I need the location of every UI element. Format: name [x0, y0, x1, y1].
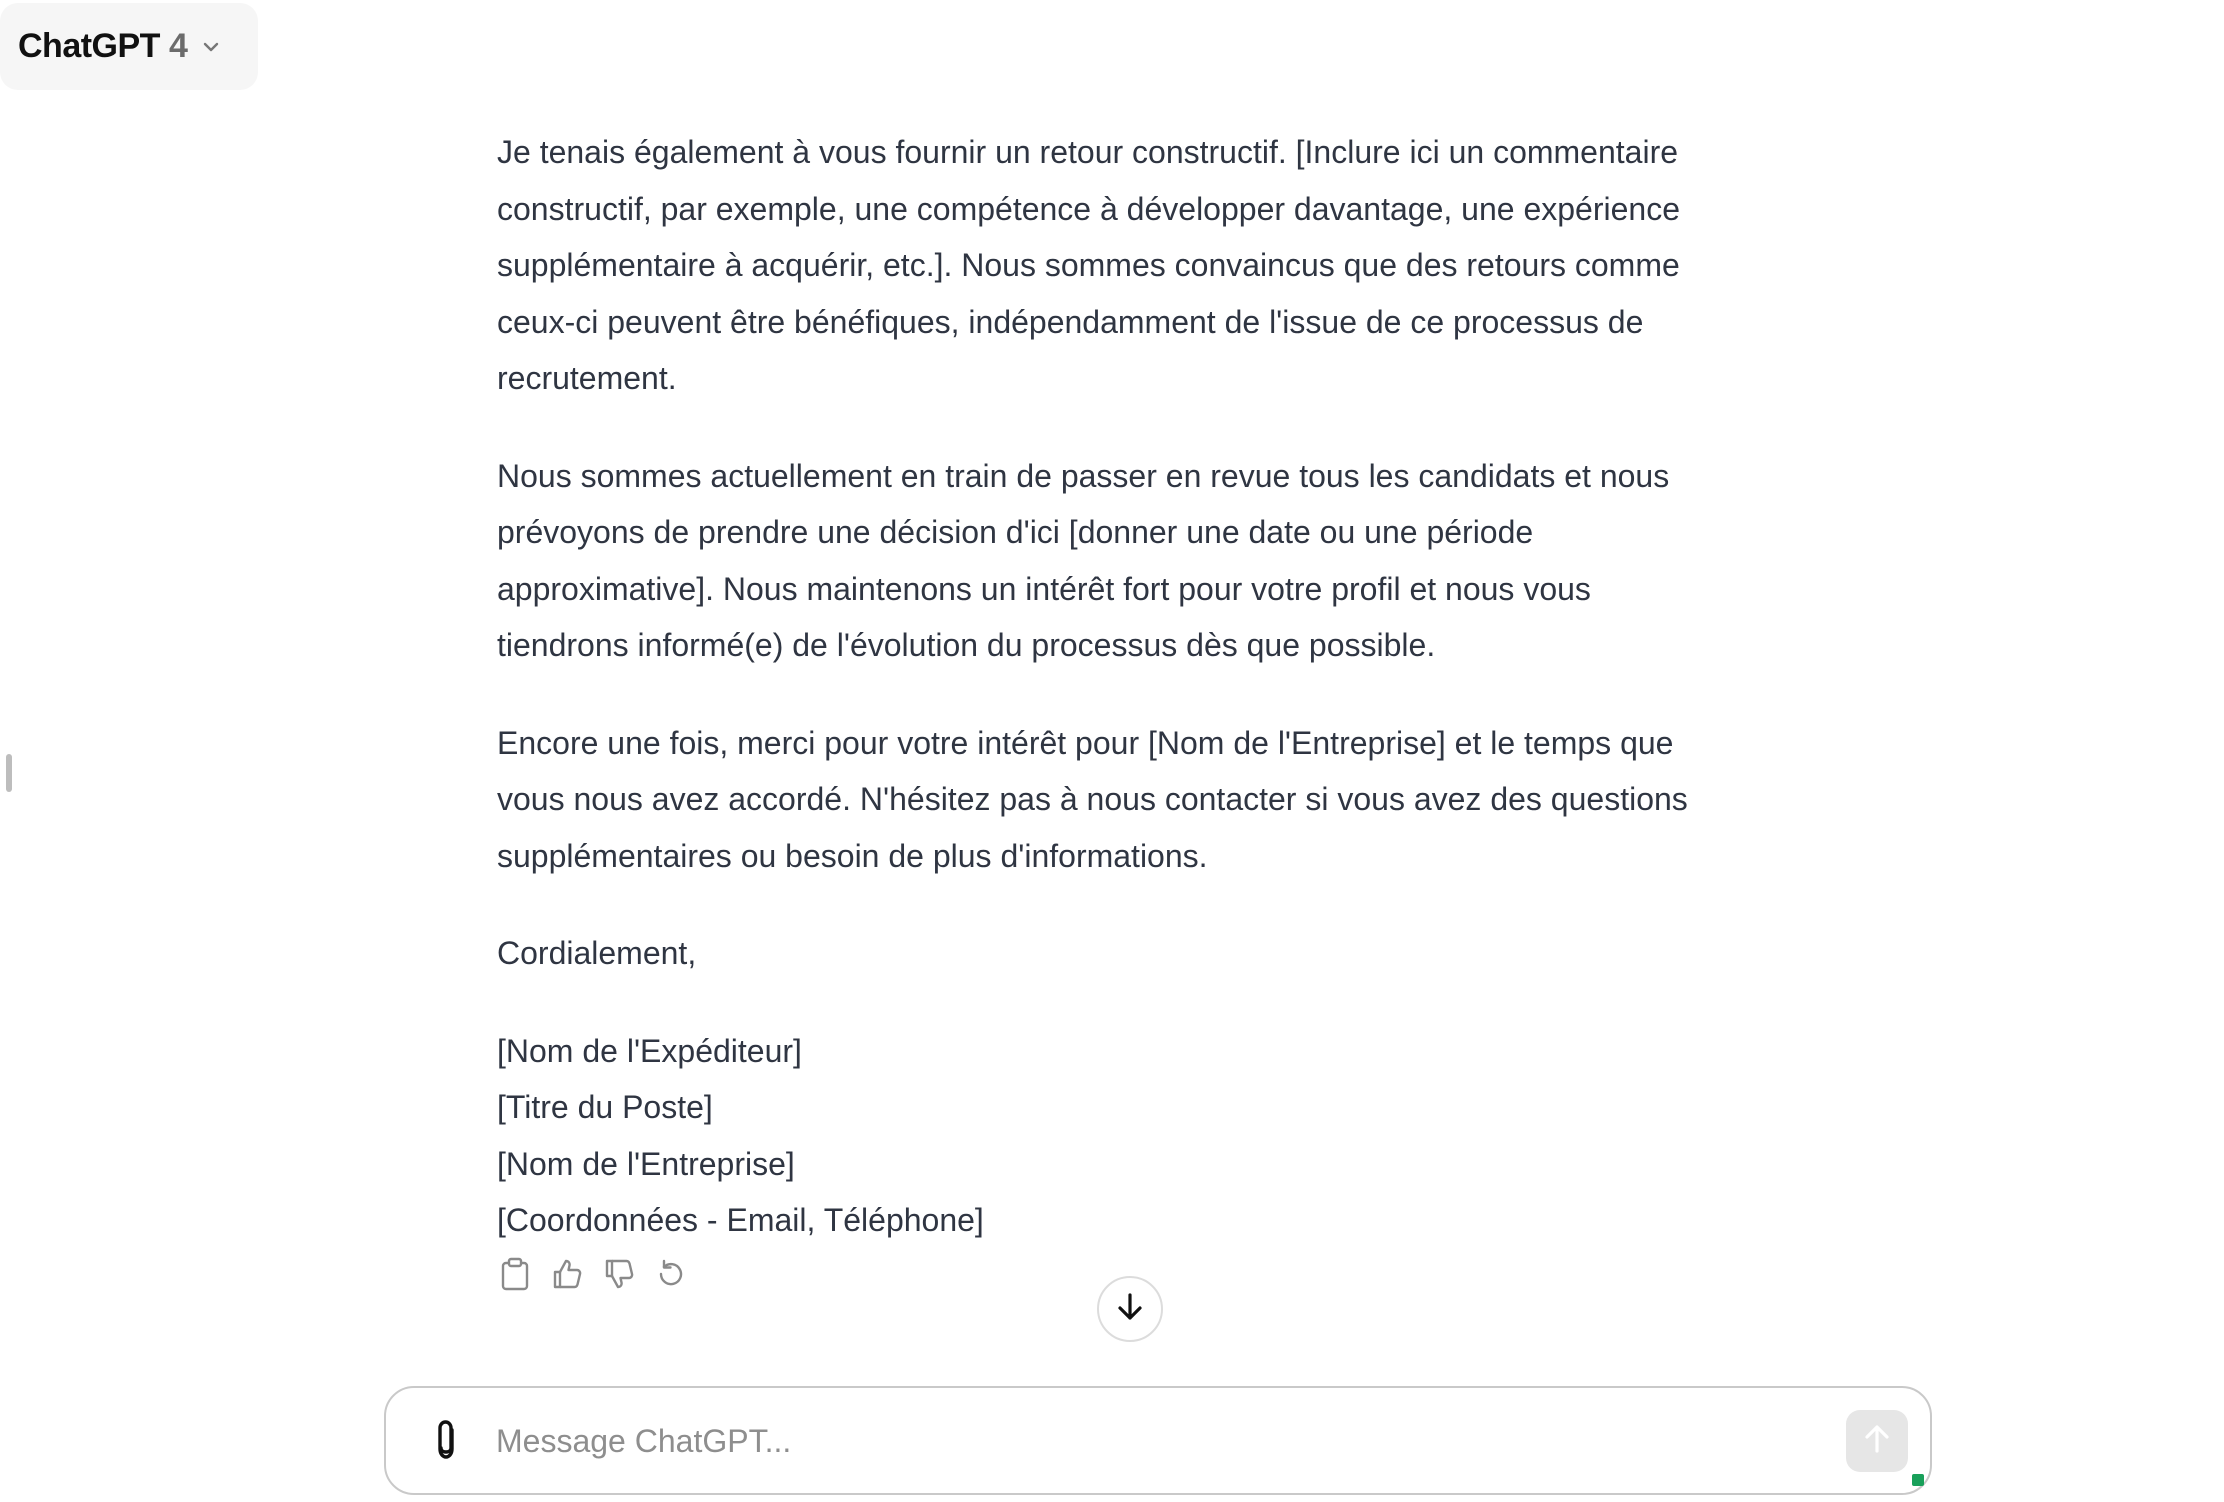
attach-button[interactable] — [424, 1418, 468, 1466]
arrow-down-icon — [1116, 1292, 1144, 1327]
copy-button[interactable] — [497, 1258, 533, 1294]
sidebar-resize-handle[interactable] — [6, 754, 12, 792]
thumbs-up-button[interactable] — [549, 1258, 585, 1294]
regenerate-button[interactable] — [653, 1258, 689, 1294]
chevron-down-icon — [202, 41, 220, 53]
signature-company-name: [Nom de l'Entreprise] — [497, 1145, 795, 1182]
signature-contact: [Coordonnées - Email, Téléphone] — [497, 1202, 984, 1238]
regenerate-icon — [655, 1258, 687, 1295]
model-name: ChatGPT — [18, 27, 160, 65]
scroll-to-bottom-button[interactable] — [1097, 1276, 1163, 1342]
model-version: 4 — [168, 27, 188, 65]
message-paragraph: Nous sommes actuellement en train de passer en revue tous les candidats et nous prévoyons de prendre une décision d'ici [donner une date ou une période approximative]. Nous maintenons un intérêt fort pour votre profil et nous vous tiendrons informé(e) de l'évolution du processus dès que possible. — [497, 457, 1670, 663]
model-selector[interactable] — [0, 3, 258, 90]
assistant-message — [497, 124, 1717, 1249]
status-indicator — [1912, 1474, 1924, 1486]
arrow-up-icon — [1864, 1424, 1890, 1459]
signature-job-title: [Titre du Poste] — [497, 1089, 713, 1125]
message-actions — [497, 1258, 689, 1294]
thumbs-down-icon — [603, 1258, 635, 1295]
message-closing: Cordialement, — [497, 935, 697, 971]
send-button[interactable] — [1846, 1410, 1908, 1472]
signature-sender-name: [Nom de l'Expéditeur] — [497, 1032, 802, 1069]
message-paragraph: Je tenais également à vous fournir un retour constructif. [Inclure ici un commentaire constructif, par exemple, une compétence à développer davantage, une expérience supplémentaire à acquérir, etc.]. Nous sommes convaincus que des retours comme ceux-ci peuvent être bénéfiques, indépendamment de l'issue de ce processus de recrutement. — [497, 134, 1680, 396]
message-paragraph: Encore une fois, merci pour votre intérêt pour [Nom de l'Entreprise] et le temps que vous nous avez accordé. N'hésitez pas à nous contacter si vous avez des questions supplémentaires ou besoin de plus d'informations. — [497, 724, 1688, 874]
thumbs-up-icon — [551, 1258, 583, 1295]
clipboard-icon — [500, 1257, 530, 1296]
message-input[interactable] — [496, 1414, 1796, 1468]
paperclip-icon — [430, 1418, 462, 1467]
message-composer — [384, 1386, 1932, 1495]
thumbs-down-button[interactable] — [601, 1258, 637, 1294]
